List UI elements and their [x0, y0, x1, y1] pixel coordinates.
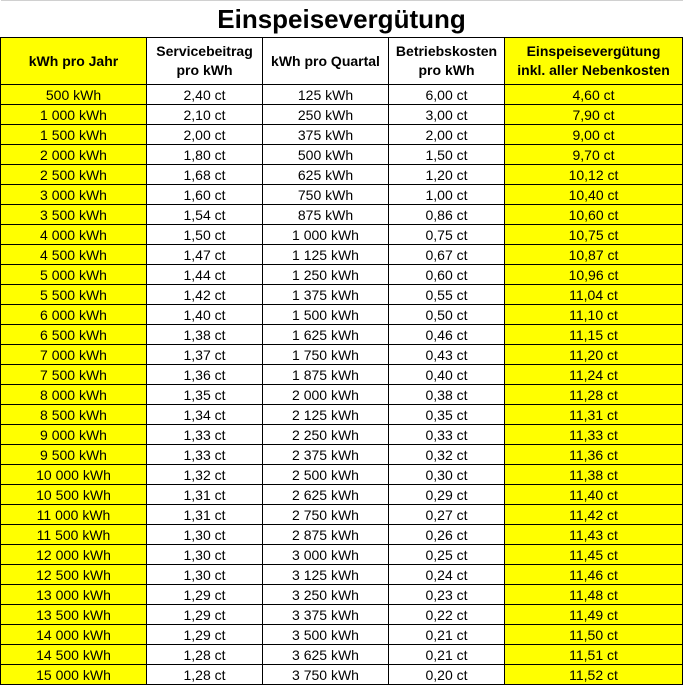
table-row — [1, 625, 683, 645]
cell-servicebeitrag: 1,50 ct — [147, 225, 263, 245]
cell-kwh-pro-quartal: 3 125 kWh — [263, 565, 389, 585]
table-row — [1, 665, 683, 685]
table-row — [1, 325, 683, 345]
cell-servicebeitrag: 2,00 ct — [147, 125, 263, 145]
cell-servicebeitrag: 1,36 ct — [147, 365, 263, 385]
cell-einspeiseverguetung: 11,04 ct — [505, 285, 683, 305]
cell-einspeiseverguetung: 11,28 ct — [505, 385, 683, 405]
table-row — [1, 145, 683, 165]
cell-kwh-pro-quartal: 750 kWh — [263, 185, 389, 205]
cell-servicebeitrag: 1,29 ct — [147, 625, 263, 645]
cell-kwh-pro-jahr: 500 kWh — [1, 85, 147, 105]
cell-betriebskosten: 1,50 ct — [389, 145, 505, 165]
cell-servicebeitrag: 1,28 ct — [147, 645, 263, 665]
table-row — [1, 225, 683, 245]
cell-einspeiseverguetung: 10,75 ct — [505, 225, 683, 245]
cell-kwh-pro-quartal: 2 875 kWh — [263, 525, 389, 545]
table-title: Einspeisevergütung — [1, 1, 683, 38]
cell-betriebskosten: 0,20 ct — [389, 665, 505, 685]
cell-betriebskosten: 0,35 ct — [389, 405, 505, 425]
cell-betriebskosten: 0,32 ct — [389, 445, 505, 465]
cell-kwh-pro-jahr: 14 000 kWh — [1, 625, 147, 645]
cell-kwh-pro-jahr: 1 500 kWh — [1, 125, 147, 145]
cell-betriebskosten: 0,55 ct — [389, 285, 505, 305]
cell-einspeiseverguetung: 10,60 ct — [505, 205, 683, 225]
cell-kwh-pro-quartal: 3 250 kWh — [263, 585, 389, 605]
table-row — [1, 425, 683, 445]
cell-einspeiseverguetung: 11,15 ct — [505, 325, 683, 345]
cell-servicebeitrag: 1,30 ct — [147, 525, 263, 545]
table-row — [1, 485, 683, 505]
cell-einspeiseverguetung: 11,51 ct — [505, 645, 683, 665]
cell-servicebeitrag: 1,40 ct — [147, 305, 263, 325]
cell-servicebeitrag: 1,37 ct — [147, 345, 263, 365]
cell-kwh-pro-jahr: 14 500 kWh — [1, 645, 147, 665]
cell-servicebeitrag: 1,32 ct — [147, 465, 263, 485]
cell-servicebeitrag: 1,60 ct — [147, 185, 263, 205]
cell-servicebeitrag: 1,33 ct — [147, 425, 263, 445]
cell-servicebeitrag: 1,35 ct — [147, 385, 263, 405]
table-row — [1, 165, 683, 185]
cell-betriebskosten: 0,27 ct — [389, 505, 505, 525]
cell-betriebskosten: 6,00 ct — [389, 85, 505, 105]
cell-einspeiseverguetung: 11,33 ct — [505, 425, 683, 445]
cell-kwh-pro-jahr: 6 500 kWh — [1, 325, 147, 345]
cell-kwh-pro-jahr: 8 000 kWh — [1, 385, 147, 405]
cell-kwh-pro-quartal: 2 375 kWh — [263, 445, 389, 465]
cell-betriebskosten: 0,29 ct — [389, 485, 505, 505]
table-row — [1, 265, 683, 285]
cell-servicebeitrag: 2,10 ct — [147, 105, 263, 125]
header-kwh-pro-quartal: kWh pro Quartal — [263, 38, 389, 85]
cell-kwh-pro-quartal: 1 500 kWh — [263, 305, 389, 325]
cell-kwh-pro-jahr: 4 500 kWh — [1, 245, 147, 265]
table-row — [1, 205, 683, 225]
cell-einspeiseverguetung: 11,36 ct — [505, 445, 683, 465]
cell-kwh-pro-quartal: 2 625 kWh — [263, 485, 389, 505]
cell-kwh-pro-quartal: 2 500 kWh — [263, 465, 389, 485]
cell-servicebeitrag: 1,34 ct — [147, 405, 263, 425]
cell-einspeiseverguetung: 10,96 ct — [505, 265, 683, 285]
cell-kwh-pro-quartal: 1 000 kWh — [263, 225, 389, 245]
cell-kwh-pro-jahr: 5 000 kWh — [1, 265, 147, 285]
table-row — [1, 585, 683, 605]
cell-einspeiseverguetung: 4,60 ct — [505, 85, 683, 105]
cell-kwh-pro-quartal: 125 kWh — [263, 85, 389, 105]
table-row — [1, 545, 683, 565]
cell-kwh-pro-quartal: 3 375 kWh — [263, 605, 389, 625]
cell-kwh-pro-jahr: 1 000 kWh — [1, 105, 147, 125]
cell-servicebeitrag: 1,30 ct — [147, 545, 263, 565]
cell-kwh-pro-jahr: 13 500 kWh — [1, 605, 147, 625]
header-betriebskosten-line2: pro kWh — [418, 62, 475, 78]
cell-kwh-pro-jahr: 11 000 kWh — [1, 505, 147, 525]
cell-betriebskosten: 3,00 ct — [389, 105, 505, 125]
cell-kwh-pro-quartal: 2 250 kWh — [263, 425, 389, 445]
cell-kwh-pro-quartal: 1 250 kWh — [263, 265, 389, 285]
cell-kwh-pro-jahr: 8 500 kWh — [1, 405, 147, 425]
cell-einspeiseverguetung: 10,12 ct — [505, 165, 683, 185]
cell-betriebskosten: 0,40 ct — [389, 365, 505, 385]
cell-kwh-pro-jahr: 2 500 kWh — [1, 165, 147, 185]
cell-kwh-pro-jahr: 4 000 kWh — [1, 225, 147, 245]
cell-einspeiseverguetung: 11,52 ct — [505, 665, 683, 685]
cell-kwh-pro-jahr: 12 500 kWh — [1, 565, 147, 585]
table-row — [1, 465, 683, 485]
cell-kwh-pro-quartal: 1 125 kWh — [263, 245, 389, 265]
cell-betriebskosten: 0,23 ct — [389, 585, 505, 605]
cell-servicebeitrag: 1,68 ct — [147, 165, 263, 185]
table-row — [1, 525, 683, 545]
cell-kwh-pro-jahr: 2 000 kWh — [1, 145, 147, 165]
table-row — [1, 365, 683, 385]
cell-betriebskosten: 0,33 ct — [389, 425, 505, 445]
table-row — [1, 405, 683, 425]
cell-betriebskosten: 0,24 ct — [389, 565, 505, 585]
table-row — [1, 125, 683, 145]
table-row — [1, 185, 683, 205]
cell-servicebeitrag: 1,44 ct — [147, 265, 263, 285]
cell-kwh-pro-jahr: 6 000 kWh — [1, 305, 147, 325]
header-kwh-pro-jahr: kWh pro Jahr — [1, 38, 147, 85]
cell-servicebeitrag: 1,33 ct — [147, 445, 263, 465]
cell-servicebeitrag: 1,31 ct — [147, 485, 263, 505]
cell-servicebeitrag: 1,30 ct — [147, 565, 263, 585]
cell-betriebskosten: 0,30 ct — [389, 465, 505, 485]
cell-kwh-pro-jahr: 5 500 kWh — [1, 285, 147, 305]
cell-betriebskosten: 0,26 ct — [389, 525, 505, 545]
cell-einspeiseverguetung: 11,49 ct — [505, 605, 683, 625]
cell-einspeiseverguetung: 10,40 ct — [505, 185, 683, 205]
table-body — [1, 85, 683, 685]
cell-einspeiseverguetung: 11,20 ct — [505, 345, 683, 365]
cell-kwh-pro-jahr: 9 000 kWh — [1, 425, 147, 445]
cell-servicebeitrag: 1,54 ct — [147, 205, 263, 225]
cell-kwh-pro-quartal: 1 625 kWh — [263, 325, 389, 345]
cell-kwh-pro-jahr: 12 000 kWh — [1, 545, 147, 565]
cell-kwh-pro-quartal: 3 500 kWh — [263, 625, 389, 645]
header-betriebskosten-line1: Betriebskosten — [395, 43, 498, 59]
cell-betriebskosten: 1,20 ct — [389, 165, 505, 185]
cell-betriebskosten: 2,00 ct — [389, 125, 505, 145]
cell-kwh-pro-quartal: 500 kWh — [263, 145, 389, 165]
cell-kwh-pro-jahr: 7 000 kWh — [1, 345, 147, 365]
table-row — [1, 285, 683, 305]
cell-betriebskosten: 0,21 ct — [389, 625, 505, 645]
cell-servicebeitrag: 1,80 ct — [147, 145, 263, 165]
cell-kwh-pro-jahr: 3 000 kWh — [1, 185, 147, 205]
cell-einspeiseverguetung: 11,40 ct — [505, 485, 683, 505]
header-einspeiseverguetung — [505, 38, 683, 85]
cell-einspeiseverguetung: 11,24 ct — [505, 365, 683, 385]
cell-einspeiseverguetung: 11,45 ct — [505, 545, 683, 565]
header-einspeiseverguetung-line1: Einspeisevergütung — [526, 43, 661, 59]
table-row — [1, 605, 683, 625]
cell-einspeiseverguetung: 11,31 ct — [505, 405, 683, 425]
cell-kwh-pro-quartal: 625 kWh — [263, 165, 389, 185]
cell-kwh-pro-quartal: 3 000 kWh — [263, 545, 389, 565]
cell-betriebskosten: 0,21 ct — [389, 645, 505, 665]
cell-kwh-pro-jahr: 15 000 kWh — [1, 665, 147, 685]
cell-kwh-pro-jahr: 10 500 kWh — [1, 485, 147, 505]
table-row — [1, 305, 683, 325]
header-servicebeitrag-line2: pro kWh — [176, 62, 233, 78]
cell-servicebeitrag: 1,38 ct — [147, 325, 263, 345]
cell-betriebskosten: 0,38 ct — [389, 385, 505, 405]
cell-einspeiseverguetung: 11,43 ct — [505, 525, 683, 545]
cell-servicebeitrag: 2,40 ct — [147, 85, 263, 105]
cell-kwh-pro-jahr: 10 000 kWh — [1, 465, 147, 485]
cell-einspeiseverguetung: 11,50 ct — [505, 625, 683, 645]
table-row — [1, 105, 683, 125]
cell-servicebeitrag: 1,42 ct — [147, 285, 263, 305]
cell-servicebeitrag: 1,47 ct — [147, 245, 263, 265]
table-row — [1, 385, 683, 405]
cell-servicebeitrag: 1,29 ct — [147, 605, 263, 625]
cell-kwh-pro-quartal: 250 kWh — [263, 105, 389, 125]
cell-betriebskosten: 0,60 ct — [389, 265, 505, 285]
cell-kwh-pro-quartal: 2 000 kWh — [263, 385, 389, 405]
table-row — [1, 245, 683, 265]
cell-betriebskosten: 0,67 ct — [389, 245, 505, 265]
cell-einspeiseverguetung: 10,87 ct — [505, 245, 683, 265]
cell-einspeiseverguetung: 11,46 ct — [505, 565, 683, 585]
cell-kwh-pro-quartal: 1 875 kWh — [263, 365, 389, 385]
cell-kwh-pro-jahr: 7 500 kWh — [1, 365, 147, 385]
cell-betriebskosten: 0,75 ct — [389, 225, 505, 245]
cell-servicebeitrag: 1,29 ct — [147, 585, 263, 605]
cell-einspeiseverguetung: 11,48 ct — [505, 585, 683, 605]
header-betriebskosten — [389, 38, 505, 85]
cell-betriebskosten: 0,25 ct — [389, 545, 505, 565]
cell-kwh-pro-quartal: 1 375 kWh — [263, 285, 389, 305]
cell-kwh-pro-jahr: 9 500 kWh — [1, 445, 147, 465]
table-row — [1, 345, 683, 365]
cell-kwh-pro-quartal: 2 125 kWh — [263, 405, 389, 425]
table-row — [1, 85, 683, 105]
table-row — [1, 645, 683, 665]
cell-kwh-pro-quartal: 3 625 kWh — [263, 645, 389, 665]
header-einspeiseverguetung-line2: inkl. aller Nebenkosten — [517, 62, 670, 78]
cell-betriebskosten: 0,50 ct — [389, 305, 505, 325]
cell-servicebeitrag: 1,31 ct — [147, 505, 263, 525]
table-row — [1, 445, 683, 465]
cell-betriebskosten: 0,43 ct — [389, 345, 505, 365]
cell-kwh-pro-quartal: 375 kWh — [263, 125, 389, 145]
cell-einspeiseverguetung: 9,70 ct — [505, 145, 683, 165]
cell-betriebskosten: 0,22 ct — [389, 605, 505, 625]
cell-einspeiseverguetung: 11,38 ct — [505, 465, 683, 485]
cell-kwh-pro-quartal: 875 kWh — [263, 205, 389, 225]
cell-servicebeitrag: 1,28 ct — [147, 665, 263, 685]
cell-einspeiseverguetung: 11,10 ct — [505, 305, 683, 325]
cell-einspeiseverguetung: 9,00 ct — [505, 125, 683, 145]
header-servicebeitrag-line1: Servicebeitrag — [156, 43, 253, 59]
cell-kwh-pro-jahr: 13 000 kWh — [1, 585, 147, 605]
cell-kwh-pro-jahr: 3 500 kWh — [1, 205, 147, 225]
table-row — [1, 505, 683, 525]
header-servicebeitrag — [147, 38, 263, 85]
table-row — [1, 565, 683, 585]
cell-kwh-pro-quartal: 3 750 kWh — [263, 665, 389, 685]
cell-kwh-pro-jahr: 11 500 kWh — [1, 525, 147, 545]
cell-betriebskosten: 0,46 ct — [389, 325, 505, 345]
cell-einspeiseverguetung: 7,90 ct — [505, 105, 683, 125]
cell-kwh-pro-quartal: 2 750 kWh — [263, 505, 389, 525]
cell-kwh-pro-quartal: 1 750 kWh — [263, 345, 389, 365]
cell-betriebskosten: 1,00 ct — [389, 185, 505, 205]
cell-betriebskosten: 0,86 ct — [389, 205, 505, 225]
cell-einspeiseverguetung: 11,42 ct — [505, 505, 683, 525]
